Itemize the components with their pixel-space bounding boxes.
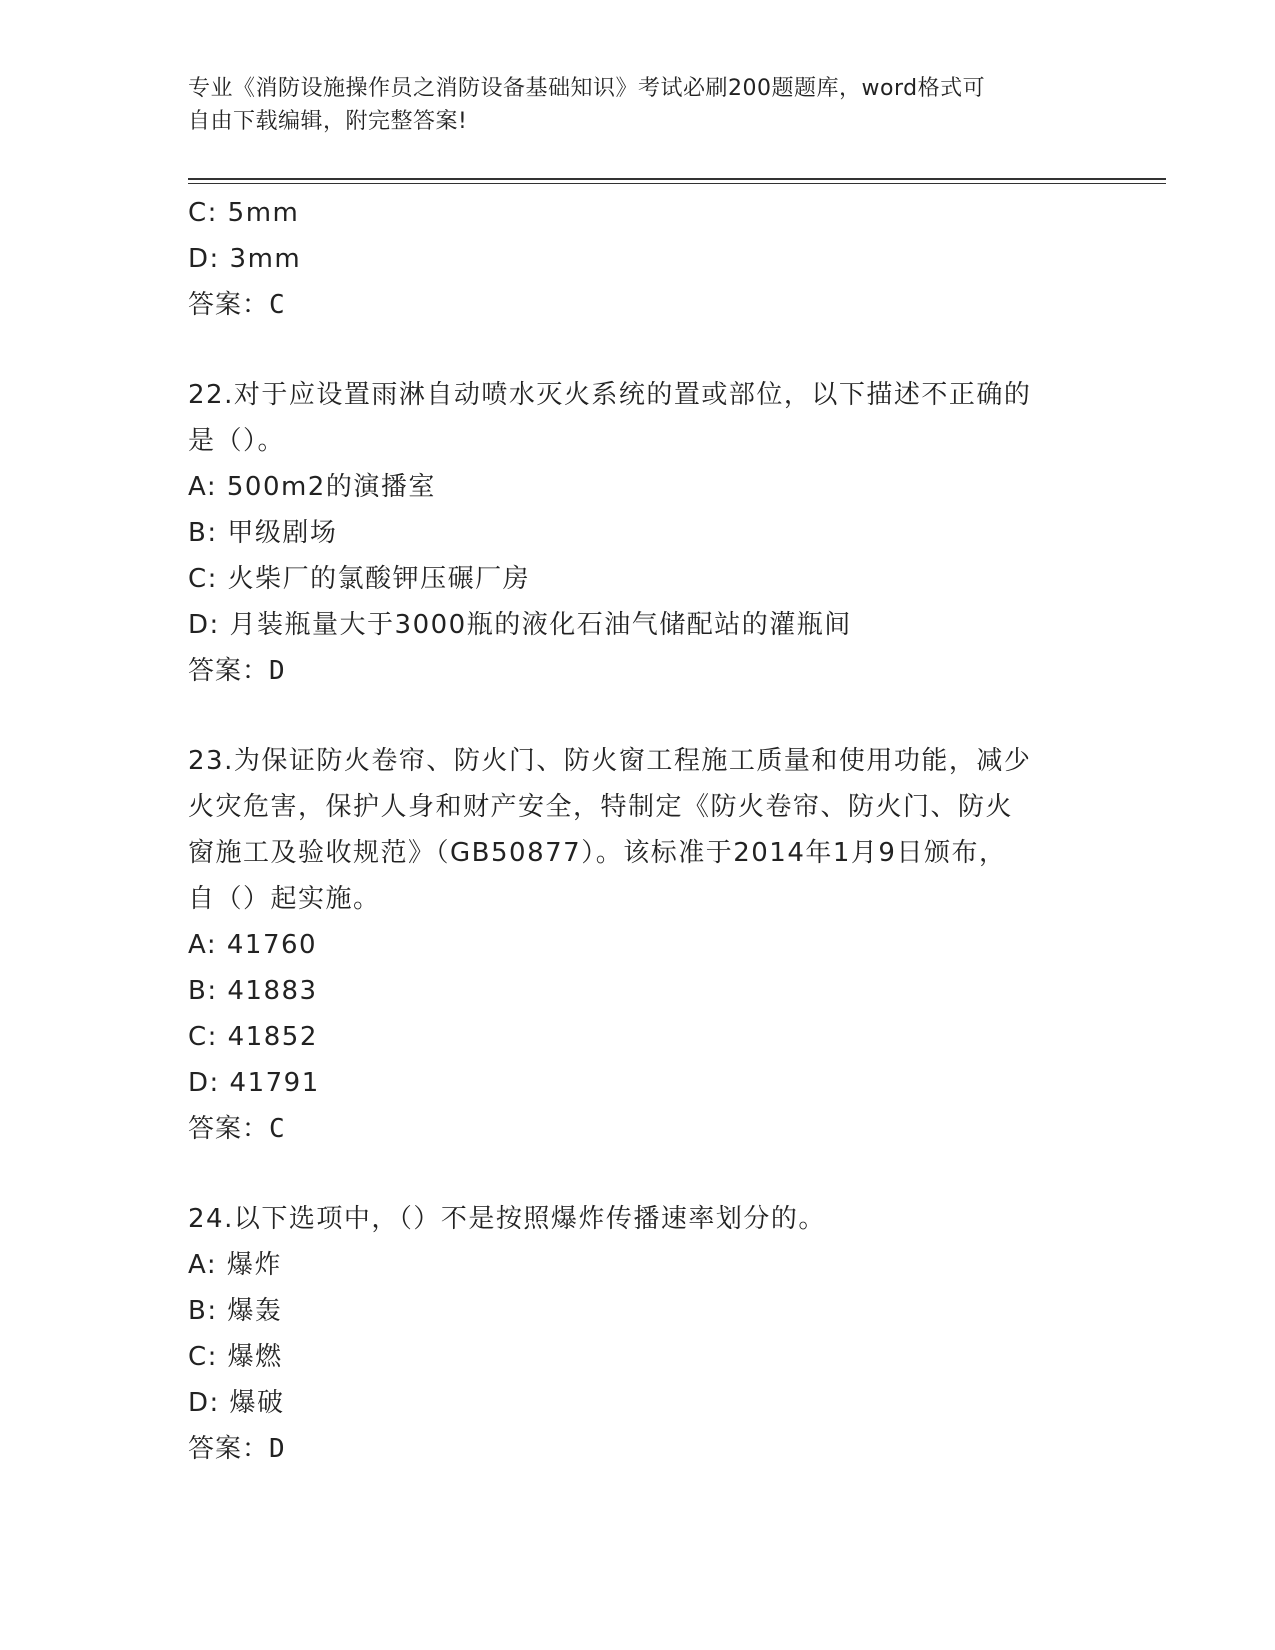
option-b: B: 爆轰 [188,1296,283,1326]
question-stem-line: 自（）起实施。 [188,884,381,914]
document-header [188,72,1088,138]
option-c: C: 火柴厂的氯酸钾压碾厂房 [188,564,531,594]
option-d: D: 爆破 [188,1388,285,1418]
header-line-1: 专业《消防设施操作员之消防设备基础知识》考试必刷200题题库，word格式可 [188,76,986,101]
question-stem-line: 火灾危害，保护人身和财产安全，特制定《防火卷帘、防火门、防火 [188,792,1014,822]
option-d: D: 月装瓶量大于3000瓶的液化石油气储配站的灌瓶间 [188,610,852,640]
question-stem-line: 窗施工及验收规范》（GB50877）。该标准于2014年1月9日颁布， [188,838,1007,868]
header-line-2: 自由下载编辑，附完整答案! [188,109,468,134]
question-stem-line: 23.为保证防火卷帘、防火门、防火窗工程施工质量和使用功能，减少 [188,746,1032,776]
header-divider-thick [188,178,1166,180]
option-d: D: 41791 [188,1068,320,1098]
option-d: D: 3mm [188,244,302,274]
option-a: A: 500m2的演播室 [188,472,436,502]
question-stem-line: 是（）。 [188,426,286,456]
answer-line: 答案：C [188,290,286,320]
question-list [188,190,1088,1472]
option-a: A: 爆炸 [188,1250,282,1280]
question-24 [188,1196,1088,1472]
option-b: B: 41883 [188,976,318,1006]
option-c: C: 5mm [188,198,300,228]
spacer [188,328,1088,372]
answer-line: 答案：D [188,656,286,686]
previous-question-tail [188,190,1088,328]
question-stem-line: 22.对于应设置雨淋自动喷水灭火系统的置或部位，以下描述不正确的 [188,380,1032,410]
question-23 [188,738,1088,1152]
answer-line: 答案：C [188,1114,286,1144]
option-a: A: 41760 [188,930,318,960]
header-divider-thin [188,183,1166,184]
option-c: C: 41852 [188,1022,318,1052]
option-b: B: 甲级剧场 [188,518,338,548]
question-stem-line: 24.以下选项中，（）不是按照爆炸传播速率划分的。 [188,1204,826,1234]
spacer [188,1152,1088,1196]
spacer [188,694,1088,738]
answer-line: 答案：D [188,1434,286,1464]
option-c: C: 爆燃 [188,1342,283,1372]
question-22 [188,372,1088,694]
